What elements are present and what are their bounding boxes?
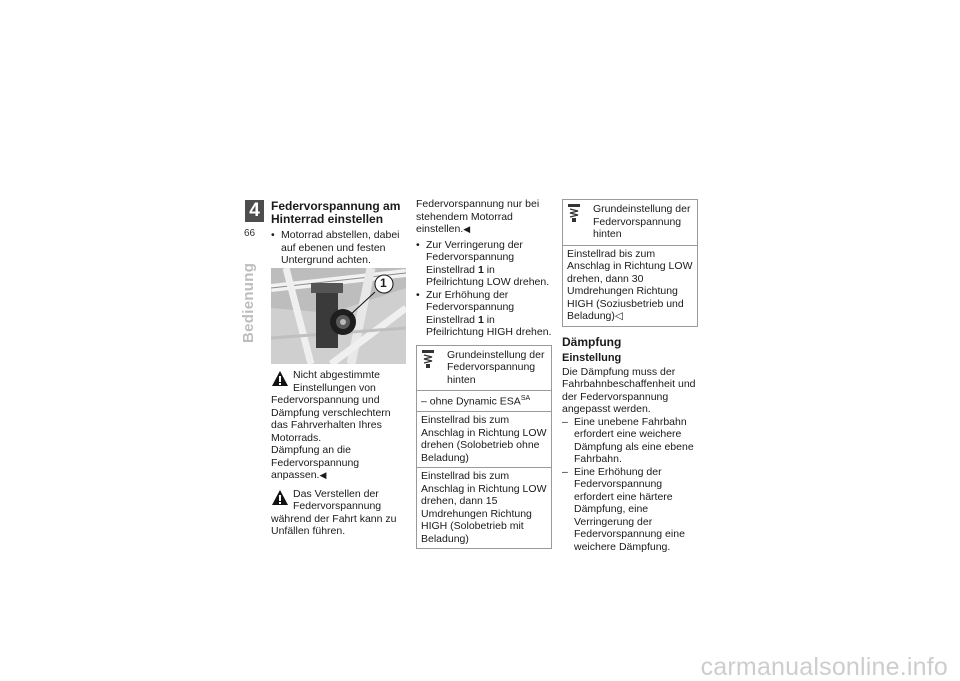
warning-triangle-icon <box>271 489 289 506</box>
section-heading: Federvorspannung am Hinterrad einstellen <box>271 199 401 226</box>
paragraph: Die Dämpfung muss der Fahrbahnbeschaffenheit und der Federvorspannung angepasst werden. <box>562 365 696 415</box>
settings-box-header <box>563 200 697 245</box>
warning-text: Das Verstellen der Federvorspannung während der Fahrt kann zu Unfällen führen. <box>271 487 397 537</box>
intro-text: Federvorspannung nur bei stehendem Motorrad einstellen. <box>416 198 540 235</box>
settings-box-row: Einstellrad bis zum Anschlag in Richtung LOW drehen, dann 30 Umdrehungen Richtung HIGH (Soziusbetrieb und Beladung)◁ <box>563 245 697 326</box>
column-1 <box>271 200 405 267</box>
warnings-block <box>271 369 405 538</box>
column-2 <box>416 198 552 549</box>
bullet-item: • Zur Verringerung der Federvorspannung Einstellrad 1 in Pfeilrichtung LOW drehen. <box>416 239 552 289</box>
warning-text-action: Dämpfung an die Federvorspannung anpassen. <box>271 444 360 481</box>
dash-item: – Eine Erhöhung der Federvorspannung erfordert eine härtere Dämpfung, eine Verringerung der Federvorspannung eine weichere Dämpfung. <box>562 466 698 554</box>
end-mark: ◁ <box>614 310 623 322</box>
warning-note <box>271 369 405 482</box>
chapter-side-label: Bedienung <box>240 262 257 343</box>
end-mark: ◀ <box>319 470 327 480</box>
settings-box-row: Einstellrad bis zum Anschlag in Richtung LOW drehen, dann 15 Umdrehungen Richtung HIGH (Solobetrieb mit Beladung) <box>417 467 551 548</box>
column-3 <box>562 199 698 553</box>
spring-tool-icon <box>421 349 435 369</box>
warning-note <box>271 488 405 538</box>
settings-box-header <box>417 346 551 391</box>
figure-callout-number: 1 <box>380 276 387 290</box>
dash-item: – Eine unebene Fahrbahn erfordert eine weichere Dämpfung als eine ebene Fahrbahn. <box>562 416 698 466</box>
section-heading: Dämpfung <box>562 334 622 349</box>
settings-box-row: – ohne Dynamic $ESA^{SA}$ <box>417 390 551 411</box>
end-mark: ◀ <box>463 224 471 234</box>
chapter-number-badge: 4 <box>245 200 264 222</box>
settings-box <box>416 345 552 550</box>
watermark: carmanualsonline.info <box>700 652 948 681</box>
bullet-item: • Motorrad abstellen, dabei auf ebenen und festen Untergrund achten. <box>271 229 405 267</box>
spring-tool-icon <box>567 203 581 223</box>
subsection-heading: Einstellung <box>562 351 622 364</box>
warning-triangle-icon <box>271 370 289 387</box>
page-number: 66 <box>244 228 256 239</box>
settings-box-title: Grundeinstellung der Federvorspannung hinten <box>593 203 691 240</box>
bullet-item: • Zur Erhöhung der Federvorspannung Einstellrad 1 in Pfeilrichtung HIGH drehen. <box>416 289 552 339</box>
settings-box-row: Einstellrad bis zum Anschlag in Richtung LOW drehen (Solobetrieb ohne Beladung) <box>417 411 551 467</box>
settings-box <box>562 199 698 327</box>
settings-box-title: Grundeinstellung der Federvorspannung hinten <box>447 348 545 386</box>
rear-suspension-photo <box>271 268 406 364</box>
warning-text: Nicht abgestimmte Einstellungen von Federvorspannung und Dämpfung verschlechtern das Fahrverhalten Ihres Motorrads. <box>271 369 391 444</box>
